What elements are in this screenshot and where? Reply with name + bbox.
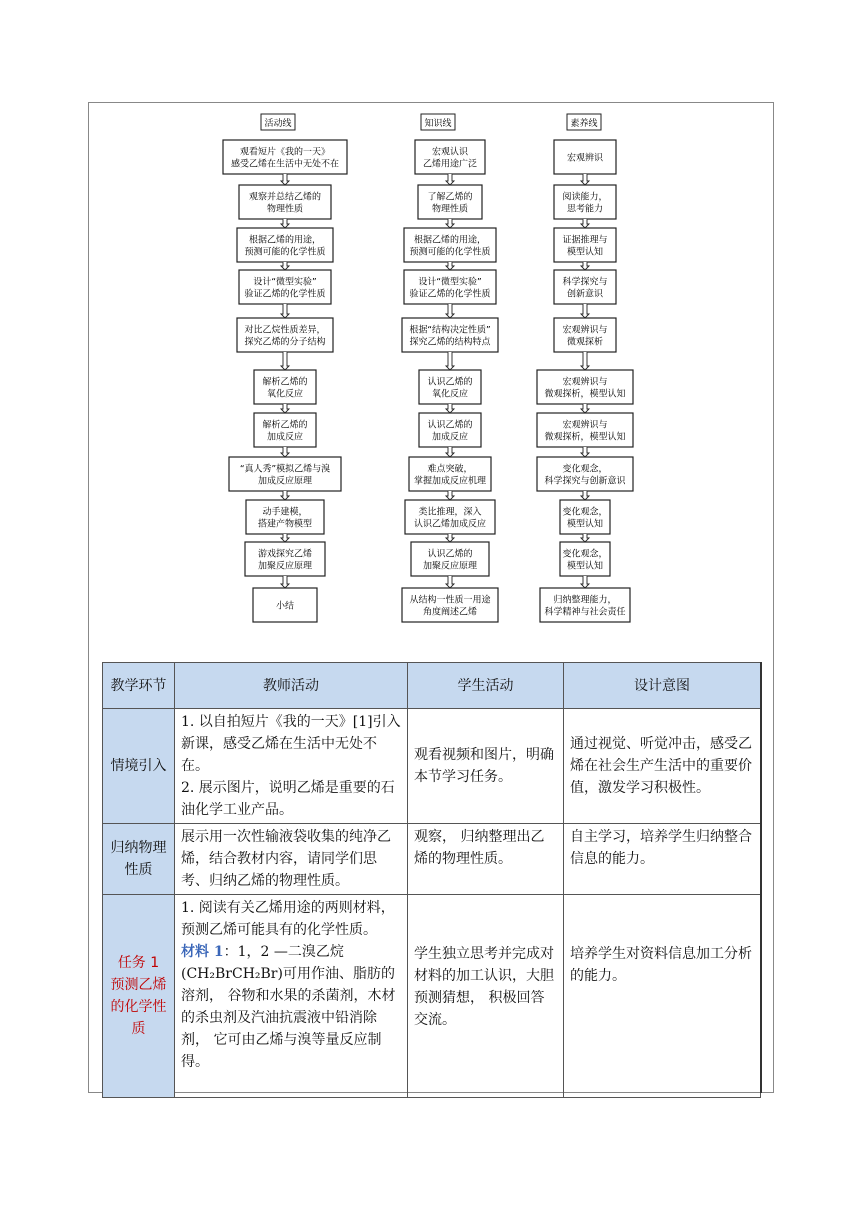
- flow-box-text: 根据乙烯的用途，: [248, 235, 322, 246]
- flow-box-text: 加成反应原理: [257, 476, 313, 487]
- flow-box-text: 游戏探究乙烯: [257, 549, 313, 560]
- table-right-edge: [760, 662, 762, 1093]
- flow-box-text: 验证乙烯的化学性质: [409, 289, 491, 300]
- flow-box: [246, 500, 324, 534]
- student-cell: 观察， 归纳整理出乙烯的物理性质。: [408, 824, 564, 895]
- student-cell: 观看视频和图片，明确本节学习任务。: [408, 709, 564, 824]
- flow-box-text: 解析乙烯的: [262, 377, 308, 388]
- flow-box-text: 认识乙烯加成反应: [413, 519, 487, 530]
- flow-box: [253, 588, 317, 622]
- flow-box-text: 科学精神与社会责任: [544, 607, 626, 618]
- down-arrow-icon: [446, 576, 454, 588]
- flow-box-text: 变化观念，: [562, 549, 608, 560]
- table-row: [103, 824, 775, 895]
- down-arrow-icon: [446, 404, 454, 413]
- intent-cell: 培养学生对资料信息加工分析的能力。: [564, 895, 761, 1098]
- teacher-cell: [175, 824, 408, 895]
- table-header-row: [103, 663, 775, 709]
- flow-box-text: 掌握加成反应机理: [413, 476, 487, 487]
- flow-box: [223, 140, 347, 174]
- flow-box-text: 感受乙烯在生活中无处不在: [230, 159, 340, 170]
- flow-box: [254, 370, 316, 404]
- flow-box-text: 模型认知: [566, 247, 604, 258]
- flow-box-text: 探究乙烯的分子结构: [244, 337, 326, 348]
- flow-box-text: 科学探究与创新意识: [544, 476, 626, 487]
- flow-box-text: 解析乙烯的: [262, 420, 308, 431]
- flow-box: [237, 228, 333, 262]
- flow-box-text: 根据乙烯的用途，: [413, 235, 487, 246]
- flow-box-text: 物理性质: [266, 204, 304, 215]
- flow-box-text: 变化观念，: [562, 507, 608, 518]
- flow-header-text: 活动线: [264, 119, 292, 129]
- flow-box-text: 难点突破，: [427, 464, 473, 475]
- flow-box: [419, 370, 481, 404]
- flow-box: [560, 500, 610, 534]
- down-arrow-icon: [581, 404, 589, 413]
- flow-box: [554, 318, 616, 352]
- flow-box-text: 微观探析，模型认知: [544, 389, 626, 400]
- flow-box-text: 宏观辨识与: [562, 377, 608, 388]
- flow-box-text: 思考能力: [566, 204, 604, 215]
- down-arrow-icon: [446, 534, 454, 542]
- flow-box-text: 小结: [275, 601, 295, 612]
- flow-box: [402, 318, 498, 352]
- down-arrow-icon: [446, 491, 454, 500]
- down-arrow-icon: [446, 447, 454, 457]
- down-arrow-icon: [581, 576, 589, 588]
- flow-box-text: 物理性质: [431, 204, 469, 215]
- flow-box: [537, 413, 633, 447]
- flow-box: [560, 542, 610, 576]
- flow-box-text: 预测可能的化学性质: [409, 247, 491, 258]
- flow-box: [239, 185, 331, 219]
- flow-box: [537, 457, 633, 491]
- header-student: 学生活动: [408, 663, 564, 709]
- flow-box-text: 类比推理，深入: [418, 507, 482, 518]
- flow-box-text: 宏观辨识: [566, 153, 604, 164]
- student-cell: 学生独立思考并完成对材料的加工认识，大胆预测猜想， 积极回答交流。: [408, 895, 564, 1098]
- flow-box-text: 加成反应: [266, 432, 304, 443]
- flow-box: [245, 542, 325, 576]
- table-row: [103, 709, 775, 824]
- down-arrow-icon: [281, 219, 289, 228]
- flow-box-text: 设计“微型实验”: [418, 277, 482, 288]
- table-row: [103, 895, 775, 1098]
- down-arrow-icon: [281, 404, 289, 413]
- flow-header-text: 素养线: [570, 119, 598, 129]
- down-arrow-icon: [446, 174, 454, 185]
- stage-cell: 任务 1 预测乙烯的化学性质: [103, 895, 175, 1098]
- flow-column-header: [421, 114, 455, 130]
- flow-box-text: 根据“结构决定性质”: [409, 325, 491, 336]
- flow-box-text: 认识乙烯的: [427, 420, 473, 431]
- flow-box: [537, 370, 633, 404]
- down-arrow-icon: [581, 352, 589, 370]
- flow-box: [419, 413, 481, 447]
- down-arrow-icon: [581, 174, 589, 185]
- flow-box-text: 观看短片《我的一天》: [239, 147, 331, 158]
- flow-box-text: 认识乙烯的: [427, 377, 473, 388]
- flow-box: [404, 270, 496, 304]
- header-teacher: 教师活动: [175, 663, 408, 709]
- flow-box: [402, 588, 498, 622]
- flow-box: [237, 318, 333, 352]
- flow-box-text: 了解乙烯的: [427, 192, 473, 203]
- flow-box-text: 探究乙烯的结构特点: [409, 337, 491, 348]
- down-arrow-icon: [281, 262, 289, 270]
- flow-box-text: 氧化反应: [266, 389, 304, 400]
- down-arrow-icon: [281, 174, 289, 185]
- down-arrow-icon: [281, 352, 289, 370]
- flow-box: [415, 140, 485, 174]
- flow-box: [554, 270, 616, 304]
- flow-box-text: 加成反应: [431, 432, 469, 443]
- down-arrow-icon: [281, 304, 289, 318]
- down-arrow-icon: [446, 352, 454, 370]
- flow-box-text: 加聚反应原理: [257, 561, 313, 572]
- teacher-line: 1. 以自拍短片《我的一天》[1]引入新课，感受乙烯在生活中无处不在。: [181, 714, 401, 774]
- flow-column-header: [567, 114, 601, 130]
- flow-box-text: 科学探究与: [562, 277, 608, 288]
- teacher-cell: [175, 709, 408, 824]
- flow-box-text: 模型认知: [566, 519, 604, 530]
- down-arrow-icon: [581, 304, 589, 318]
- flow-box-text: 创新意识: [566, 289, 604, 300]
- flow-box: [409, 457, 491, 491]
- flow-box: [229, 457, 341, 491]
- flow-box: [239, 270, 331, 304]
- material-text: ：1，2 —二溴乙烷(CH₂BrCH₂Br)可用作油、脂肪的溶剂， 谷物和水果的杀菌剂，木材的杀虫剂及汽油抗震液中铅消除剂， 它可由乙烯与溴等量反应制得。: [181, 944, 396, 1070]
- flow-box: [404, 228, 496, 262]
- down-arrow-icon: [281, 534, 289, 542]
- down-arrow-icon: [281, 491, 289, 500]
- flow-column-header: [261, 114, 295, 130]
- material-paragraph: [181, 941, 401, 1073]
- down-arrow-icon: [281, 447, 289, 457]
- intent-cell: 通过视觉、听觉冲击，感受乙烯在社会生产生活中的重要价值，激发学习积极性。: [564, 709, 761, 824]
- down-arrow-icon: [281, 576, 289, 588]
- flow-box: [405, 500, 495, 534]
- flow-box-text: 动手建模，: [262, 507, 308, 518]
- flow-box-text: 证据推理与: [562, 235, 608, 246]
- flow-box-text: 加聚反应原理: [422, 561, 478, 572]
- flow-box-text: 宏观辨识与: [562, 325, 608, 336]
- down-arrow-icon: [446, 304, 454, 318]
- flow-box: [254, 413, 316, 447]
- intent-cell: 自主学习，培养学生归纳整合信息的能力。: [564, 824, 761, 895]
- flow-box: [540, 588, 630, 622]
- flow-box-text: 模型认知: [566, 561, 604, 572]
- down-arrow-icon: [581, 534, 589, 542]
- down-arrow-icon: [446, 219, 454, 228]
- flowchart: [200, 110, 660, 630]
- stage-cell: 情境引入: [103, 709, 175, 824]
- flow-box-text: “真人秀”模拟乙烯与溴: [239, 464, 331, 475]
- flow-box: [554, 185, 616, 219]
- flow-box-text: 归纳整理能力，: [553, 595, 617, 606]
- header-intent: 设计意图: [564, 663, 761, 709]
- down-arrow-icon: [581, 262, 589, 270]
- flow-box-text: 乙烯用途广泛: [422, 159, 478, 170]
- material-label: 材料 1: [181, 944, 224, 960]
- flow-box-text: 预测可能的化学性质: [244, 247, 326, 258]
- stage-cell: 归纳物理性质: [103, 824, 175, 895]
- flow-box-text: 微观探析: [566, 337, 604, 348]
- down-arrow-icon: [581, 219, 589, 228]
- flow-box-text: 变化观念，: [562, 464, 608, 475]
- flow-header-text: 知识线: [424, 119, 452, 129]
- down-arrow-icon: [446, 262, 454, 270]
- flow-box-text: 角度阐述乙烯: [422, 607, 478, 618]
- teacher-line: 1. 阅读有关乙烯用途的两则材料，预测乙烯可能具有的化学性质。: [181, 900, 395, 938]
- lesson-table: [102, 662, 775, 1098]
- flow-box-text: 对比乙烷性质差异，: [244, 325, 326, 336]
- flow-box-text: 搭建产物模型: [257, 519, 313, 530]
- down-arrow-icon: [581, 491, 589, 500]
- teacher-cell: [175, 895, 408, 1098]
- flow-box-text: 验证乙烯的化学性质: [244, 289, 326, 300]
- flow-box: [554, 228, 616, 262]
- flow-box: [411, 542, 489, 576]
- flow-box-text: 设计“微型实验”: [253, 277, 317, 288]
- teacher-line: 2. 展示图片，说明乙烯是重要的石油化学工业产品。: [181, 780, 395, 818]
- flow-box-text: 从结构一性质一用途: [409, 595, 491, 606]
- flow-box-text: 氧化反应: [431, 389, 469, 400]
- down-arrow-icon: [581, 447, 589, 457]
- header-stage: 教学环节: [103, 663, 175, 709]
- flow-box-text: 观察并总结乙烯的: [248, 192, 322, 203]
- flow-box: [554, 140, 616, 174]
- flow-box-text: 微观探析，模型认知: [544, 432, 626, 443]
- teacher-line: 展示用一次性输液袋收集的纯净乙烯，结合教材内容，请同学们思考、归纳乙烯的物理性质。: [181, 829, 391, 889]
- flow-box-text: 宏观认识: [431, 147, 469, 158]
- flow-box-text: 认识乙烯的: [427, 549, 473, 560]
- flow-box-text: 宏观辨识与: [562, 420, 608, 431]
- flow-box: [418, 185, 482, 219]
- flow-box-text: 阅读能力，: [562, 192, 608, 203]
